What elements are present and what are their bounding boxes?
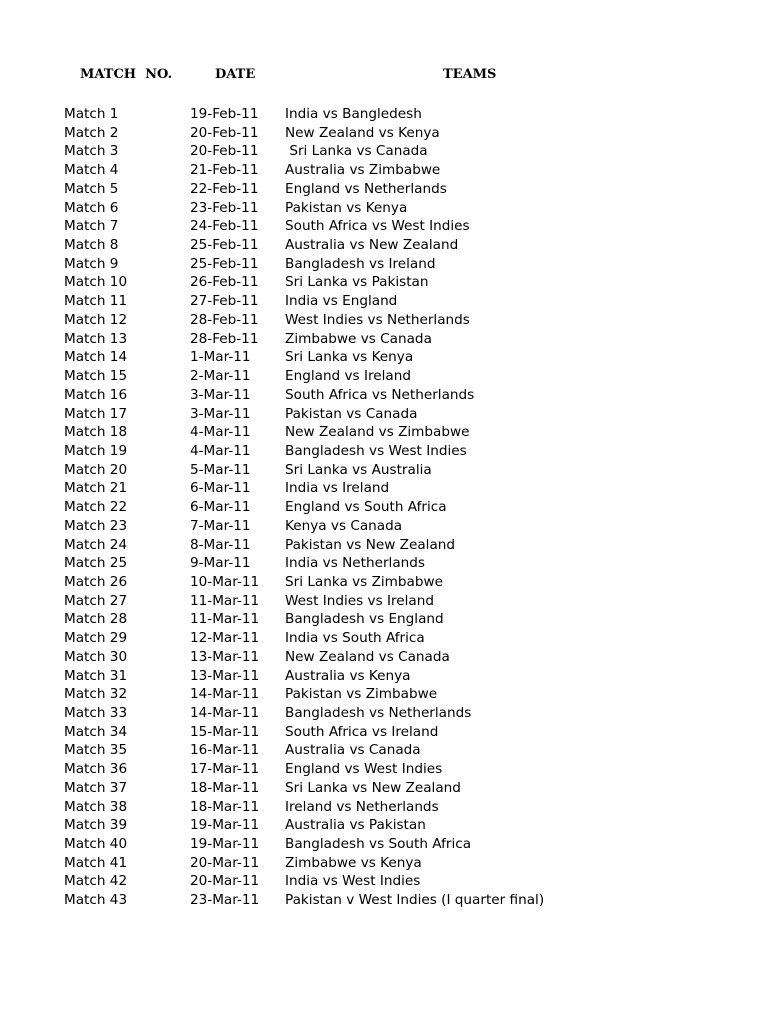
- match-date-cell: 23-Mar-11: [190, 892, 260, 909]
- match-date-cell: 16-Mar-11: [190, 742, 260, 759]
- table-row: [0, 367, 768, 386]
- match-number-cell: Match 12: [64, 311, 128, 328]
- table-row: [0, 217, 768, 236]
- match-number-cell: Match 36: [64, 761, 128, 778]
- match-number-cell: Match 30: [64, 648, 128, 665]
- match-date-cell: 13-Mar-11: [190, 667, 260, 684]
- match-teams-cell: New Zealand vs Kenya: [285, 124, 440, 141]
- match-date-cell: 25-Feb-11: [190, 237, 259, 254]
- table-row: [0, 573, 768, 592]
- match-teams-cell: South Africa vs Netherlands: [285, 386, 475, 403]
- match-date-cell: 6-Mar-11: [190, 499, 251, 516]
- table-row: [0, 423, 768, 442]
- match-date-cell: 3-Mar-11: [190, 405, 251, 422]
- match-teams-cell: Bangladesh vs Ireland: [285, 255, 436, 272]
- table-row: [0, 872, 768, 891]
- table-row: [0, 667, 768, 686]
- table-row: [0, 854, 768, 873]
- match-date-cell: 19-Mar-11: [190, 836, 260, 853]
- match-teams-cell: New Zealand vs Zimbabwe: [285, 424, 470, 441]
- table-row: [0, 723, 768, 742]
- match-date-cell: 5-Mar-11: [190, 461, 251, 478]
- match-date-cell: 17-Mar-11: [190, 761, 260, 778]
- match-teams-cell: Australia vs Canada: [285, 742, 421, 759]
- table-row: [0, 835, 768, 854]
- header-date: DATE: [215, 67, 256, 82]
- match-number-cell: Match 8: [64, 237, 119, 254]
- match-teams-cell: Australia vs Kenya: [285, 667, 411, 684]
- match-teams-cell: Sri Lanka vs Zimbabwe: [285, 573, 443, 590]
- table-row: [0, 161, 768, 180]
- match-number-cell: Match 19: [64, 442, 128, 459]
- match-teams-cell: Sri Lanka vs Australia: [285, 461, 432, 478]
- match-date-cell: 23-Feb-11: [190, 199, 259, 216]
- match-teams-cell: South Africa vs Ireland: [285, 723, 439, 740]
- match-number-cell: Match 43: [64, 892, 128, 909]
- match-number-cell: Match 13: [64, 330, 128, 347]
- match-teams-cell: West Indies vs Netherlands: [285, 311, 470, 328]
- match-date-cell: 6-Mar-11: [190, 480, 251, 497]
- header-match-no: MATCH NO.: [80, 67, 173, 82]
- match-date-cell: 21-Feb-11: [190, 162, 259, 179]
- match-date-cell: 20-Mar-11: [190, 873, 260, 890]
- match-number-cell: Match 1: [64, 106, 119, 122]
- table-row: [0, 124, 768, 143]
- match-date-cell: 28-Feb-11: [190, 330, 259, 347]
- match-number-cell: Match 35: [64, 742, 128, 759]
- match-number-cell: Match 4: [64, 162, 119, 179]
- table-row: [0, 741, 768, 760]
- match-teams-cell: Bangladesh vs England: [285, 611, 444, 628]
- table-header: [0, 67, 768, 87]
- match-number-cell: Match 40: [64, 836, 128, 853]
- match-teams-cell: England vs Ireland: [285, 368, 411, 385]
- match-teams-cell: India vs Ireland: [285, 480, 390, 497]
- match-number-cell: Match 37: [64, 779, 128, 796]
- table-row: [0, 105, 768, 124]
- match-teams-cell: Zimbabwe vs Canada: [285, 330, 432, 347]
- match-number-cell: Match 25: [64, 555, 128, 572]
- table-row: [0, 199, 768, 218]
- table-row: [0, 798, 768, 817]
- match-number-cell: Match 27: [64, 592, 128, 609]
- match-date-cell: 2-Mar-11: [190, 368, 251, 385]
- match-date-cell: 22-Feb-11: [190, 180, 259, 197]
- table-row: [0, 311, 768, 330]
- match-teams-cell: India vs West Indies: [285, 873, 421, 890]
- match-number-cell: Match 26: [64, 573, 128, 590]
- match-number-cell: Match 3: [64, 143, 119, 160]
- match-number-cell: Match 21: [64, 480, 128, 497]
- match-date-cell: 11-Mar-11: [190, 611, 260, 628]
- match-number-cell: Match 6: [64, 199, 119, 216]
- match-date-cell: 19-Mar-11: [190, 817, 260, 834]
- table-row: [0, 180, 768, 199]
- match-teams-cell: India vs England: [285, 293, 398, 310]
- header-teams: TEAMS: [443, 67, 497, 82]
- match-teams-cell: Australia vs Pakistan: [285, 817, 426, 834]
- match-date-cell: 10-Mar-11: [190, 573, 260, 590]
- match-date-cell: 15-Mar-11: [190, 723, 260, 740]
- table-row: [0, 685, 768, 704]
- table-row: [0, 648, 768, 667]
- table-row: [0, 292, 768, 311]
- match-teams-cell: India vs Bangledesh: [285, 106, 422, 122]
- match-number-cell: Match 32: [64, 686, 128, 703]
- match-date-cell: 12-Mar-11: [190, 630, 260, 647]
- match-number-cell: Match 14: [64, 349, 128, 366]
- match-number-cell: Match 11: [64, 293, 128, 310]
- match-date-cell: 11-Mar-11: [190, 592, 260, 609]
- match-date-cell: 24-Feb-11: [190, 218, 259, 235]
- match-teams-cell: South Africa vs West Indies: [285, 218, 470, 235]
- table-row: [0, 442, 768, 461]
- match-date-cell: 18-Mar-11: [190, 798, 260, 815]
- table-row: [0, 816, 768, 835]
- table-row: [0, 498, 768, 517]
- match-teams-cell: Bangladesh vs Netherlands: [285, 705, 472, 721]
- match-number-cell: Match 38: [64, 798, 128, 815]
- match-teams-cell: Pakistan vs New Zealand: [285, 536, 456, 553]
- match-date-cell: 27-Feb-11: [190, 293, 259, 310]
- match-number-cell: Match 28: [64, 611, 128, 628]
- match-date-cell: 8-Mar-11: [190, 536, 251, 553]
- match-date-cell: 14-Mar-11: [190, 686, 260, 703]
- table-row: [0, 704, 768, 723]
- match-date-cell: 3-Mar-11: [190, 386, 251, 403]
- match-list: [0, 105, 768, 910]
- match-number-cell: Match 16: [64, 386, 128, 403]
- match-number-cell: Match 39: [64, 817, 128, 834]
- match-date-cell: 19-Feb-11: [190, 106, 259, 122]
- table-row: [0, 273, 768, 292]
- table-row: [0, 760, 768, 779]
- table-row: [0, 330, 768, 349]
- match-number-cell: Match 22: [64, 499, 128, 516]
- match-number-cell: Match 9: [64, 255, 119, 272]
- match-number-cell: Match 29: [64, 630, 128, 647]
- match-number-cell: Match 42: [64, 873, 128, 890]
- match-number-cell: Match 41: [64, 854, 128, 871]
- match-date-cell: 4-Mar-11: [190, 424, 251, 441]
- table-row: [0, 142, 768, 161]
- match-teams-cell: Pakistan vs Canada: [285, 405, 418, 422]
- match-number-cell: Match 18: [64, 424, 128, 441]
- match-date-cell: 20-Feb-11: [190, 124, 259, 141]
- match-number-cell: Match 20: [64, 461, 128, 478]
- table-row: [0, 554, 768, 573]
- table-row: [0, 461, 768, 480]
- match-date-cell: 9-Mar-11: [190, 555, 251, 572]
- table-row: [0, 517, 768, 536]
- table-row: [0, 405, 768, 424]
- table-row: [0, 348, 768, 367]
- match-teams-cell: Australia vs Zimbabwe: [285, 162, 441, 179]
- match-date-cell: 14-Mar-11: [190, 705, 260, 721]
- match-teams-cell: Pakistan vs Zimbabwe: [285, 686, 438, 703]
- match-number-cell: Match 34: [64, 723, 128, 740]
- table-row: [0, 479, 768, 498]
- match-date-cell: 1-Mar-11: [190, 349, 251, 366]
- match-teams-cell: Australia vs New Zealand: [285, 237, 459, 254]
- match-number-cell: Match 31: [64, 667, 128, 684]
- table-row: [0, 610, 768, 629]
- table-row: [0, 255, 768, 274]
- match-teams-cell: Ireland vs Netherlands: [285, 798, 439, 815]
- table-row: [0, 536, 768, 555]
- match-date-cell: 7-Mar-11: [190, 517, 251, 534]
- match-number-cell: Match 2: [64, 124, 119, 141]
- match-number-cell: Match 10: [64, 274, 128, 291]
- match-teams-cell: Zimbabwe vs Kenya: [285, 854, 422, 871]
- match-date-cell: 20-Mar-11: [190, 854, 260, 871]
- match-teams-cell: Pakistan vs Kenya: [285, 199, 408, 216]
- match-teams-cell: India vs Netherlands: [285, 555, 425, 572]
- match-teams-cell: Bangladesh vs West Indies: [285, 442, 467, 459]
- match-teams-cell: West Indies vs Ireland: [285, 592, 434, 609]
- table-row: [0, 592, 768, 611]
- match-teams-cell: New Zealand vs Canada: [285, 648, 450, 665]
- match-number-cell: Match 23: [64, 517, 128, 534]
- match-number-cell: Match 5: [64, 180, 119, 197]
- match-teams-cell: Sri Lanka vs Pakistan: [285, 274, 429, 291]
- match-teams-cell: Kenya vs Canada: [285, 517, 403, 534]
- match-date-cell: 28-Feb-11: [190, 311, 259, 328]
- table-row: [0, 629, 768, 648]
- match-teams-cell: Pakistan v West Indies (I quarter final): [285, 892, 545, 909]
- match-date-cell: 13-Mar-11: [190, 648, 260, 665]
- match-number-cell: Match 15: [64, 368, 128, 385]
- match-teams-cell: Sri Lanka vs Kenya: [285, 349, 414, 366]
- match-date-cell: 4-Mar-11: [190, 442, 251, 459]
- match-teams-cell: India vs South Africa: [285, 630, 425, 647]
- table-row: [0, 891, 768, 910]
- match-date-cell: 25-Feb-11: [190, 255, 259, 272]
- match-date-cell: 20-Feb-11: [190, 143, 259, 160]
- match-teams-cell: Sri Lanka vs Canada: [285, 143, 428, 160]
- match-teams-cell: England vs Netherlands: [285, 180, 447, 197]
- match-teams-cell: Sri Lanka vs New Zealand: [285, 779, 461, 796]
- table-row: [0, 779, 768, 798]
- match-teams-cell: England vs South Africa: [285, 499, 447, 516]
- match-date-cell: 26-Feb-11: [190, 274, 259, 291]
- match-teams-cell: England vs West Indies: [285, 761, 443, 778]
- table-row: [0, 386, 768, 405]
- match-number-cell: Match 24: [64, 536, 128, 553]
- match-number-cell: Match 33: [64, 705, 128, 721]
- match-teams-cell: Bangladesh vs South Africa: [285, 836, 472, 853]
- match-date-cell: 18-Mar-11: [190, 779, 260, 796]
- match-number-cell: Match 7: [64, 218, 119, 235]
- match-number-cell: Match 17: [64, 405, 128, 422]
- table-row: [0, 236, 768, 255]
